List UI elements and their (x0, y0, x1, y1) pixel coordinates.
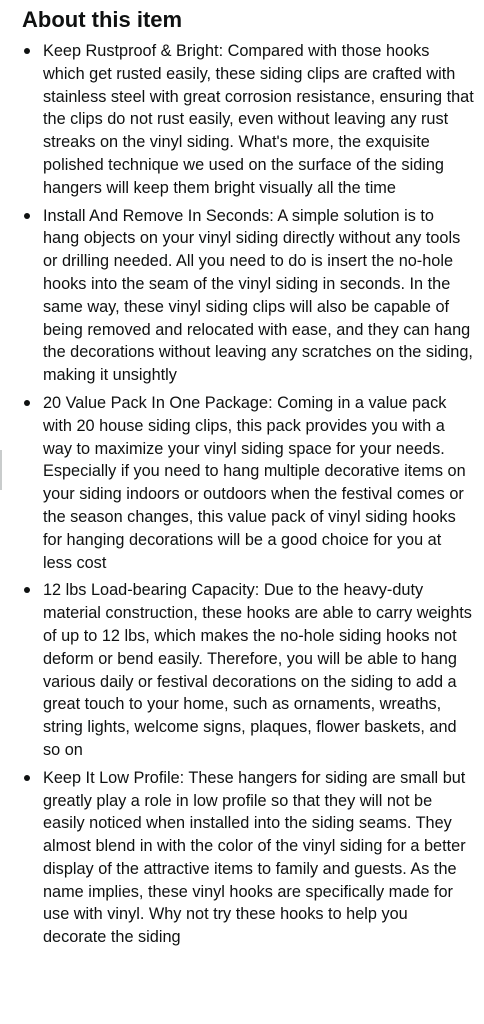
bullet-text: Keep Rustproof & Bright: Compared with those hooks which get rusted easily, these siding clips are crafted with stainless steel with great corrosion resistance, ensuring that the clips do not rust easily, even without leaving any rust streaks on the vinyl siding. What's more, the exquisite polished technique we used on the surface of the siding hangers will keep them bright visually all the time (43, 42, 474, 197)
bullet-dot-icon (24, 400, 30, 406)
bullet-text: Install And Remove In Seconds: A simple solution is to hang objects on your vinyl siding directly without any tools or drilling needed. All you need to do is insert the no-hole hooks into the seam of the vinyl siding in seconds. In the same way, these vinyl siding clips will also be capable of being removed and relocated with ease, and they can hang the decorations without leaving any scratches on the siding, making it unsightly (43, 206, 473, 385)
feature-bullet-value-pack (22, 392, 474, 574)
feature-bullet-low-profile (22, 767, 474, 949)
feature-bullet-install (22, 205, 474, 387)
bullet-dot-icon (24, 213, 30, 219)
feature-bullet-list (22, 40, 474, 949)
bullet-text: Keep It Low Profile: These hangers for siding are small but greatly play a role in low profile so that they will not be easily noticed when installed into the siding seams. They almost blend in with the color of the vinyl siding for a better display of the attractive items to family and guests. As the name implies, these vinyl hooks are specifically made for use with vinyl. Why not try these hooks to help you decorate the siding (43, 768, 466, 947)
section-title: About this item (22, 7, 183, 32)
bullet-text: 12 lbs Load-bearing Capacity: Due to the heavy-duty material construction, these hooks are able to carry weights of up to 12 lbs, which makes the no-hole siding hooks not deform or bend easily. Therefore, you will be able to hang various daily or festival decorations on the siding to add a great touch to your home, such as ornaments, wreaths, string lights, welcome signs, plaques, flower baskets, and so on (43, 581, 472, 759)
feature-bullet-load-capacity (22, 579, 474, 761)
bullet-dot-icon (24, 775, 30, 781)
left-edge-divider (0, 450, 2, 490)
bullet-dot-icon (24, 587, 30, 593)
bullet-dot-icon (24, 48, 30, 54)
feature-bullet-rustproof (22, 40, 474, 200)
bullet-text: 20 Value Pack In One Package: Coming in a value pack with 20 house siding clips, this pack provides you with a way to maximize your vinyl siding space for your needs. Especially if you need to hang multiple decorative items on your siding indoors or outdoors when the festival comes or the season changes, this value pack of vinyl siding hooks for hanging decorations will be a good choice for you at less cost (43, 393, 466, 572)
